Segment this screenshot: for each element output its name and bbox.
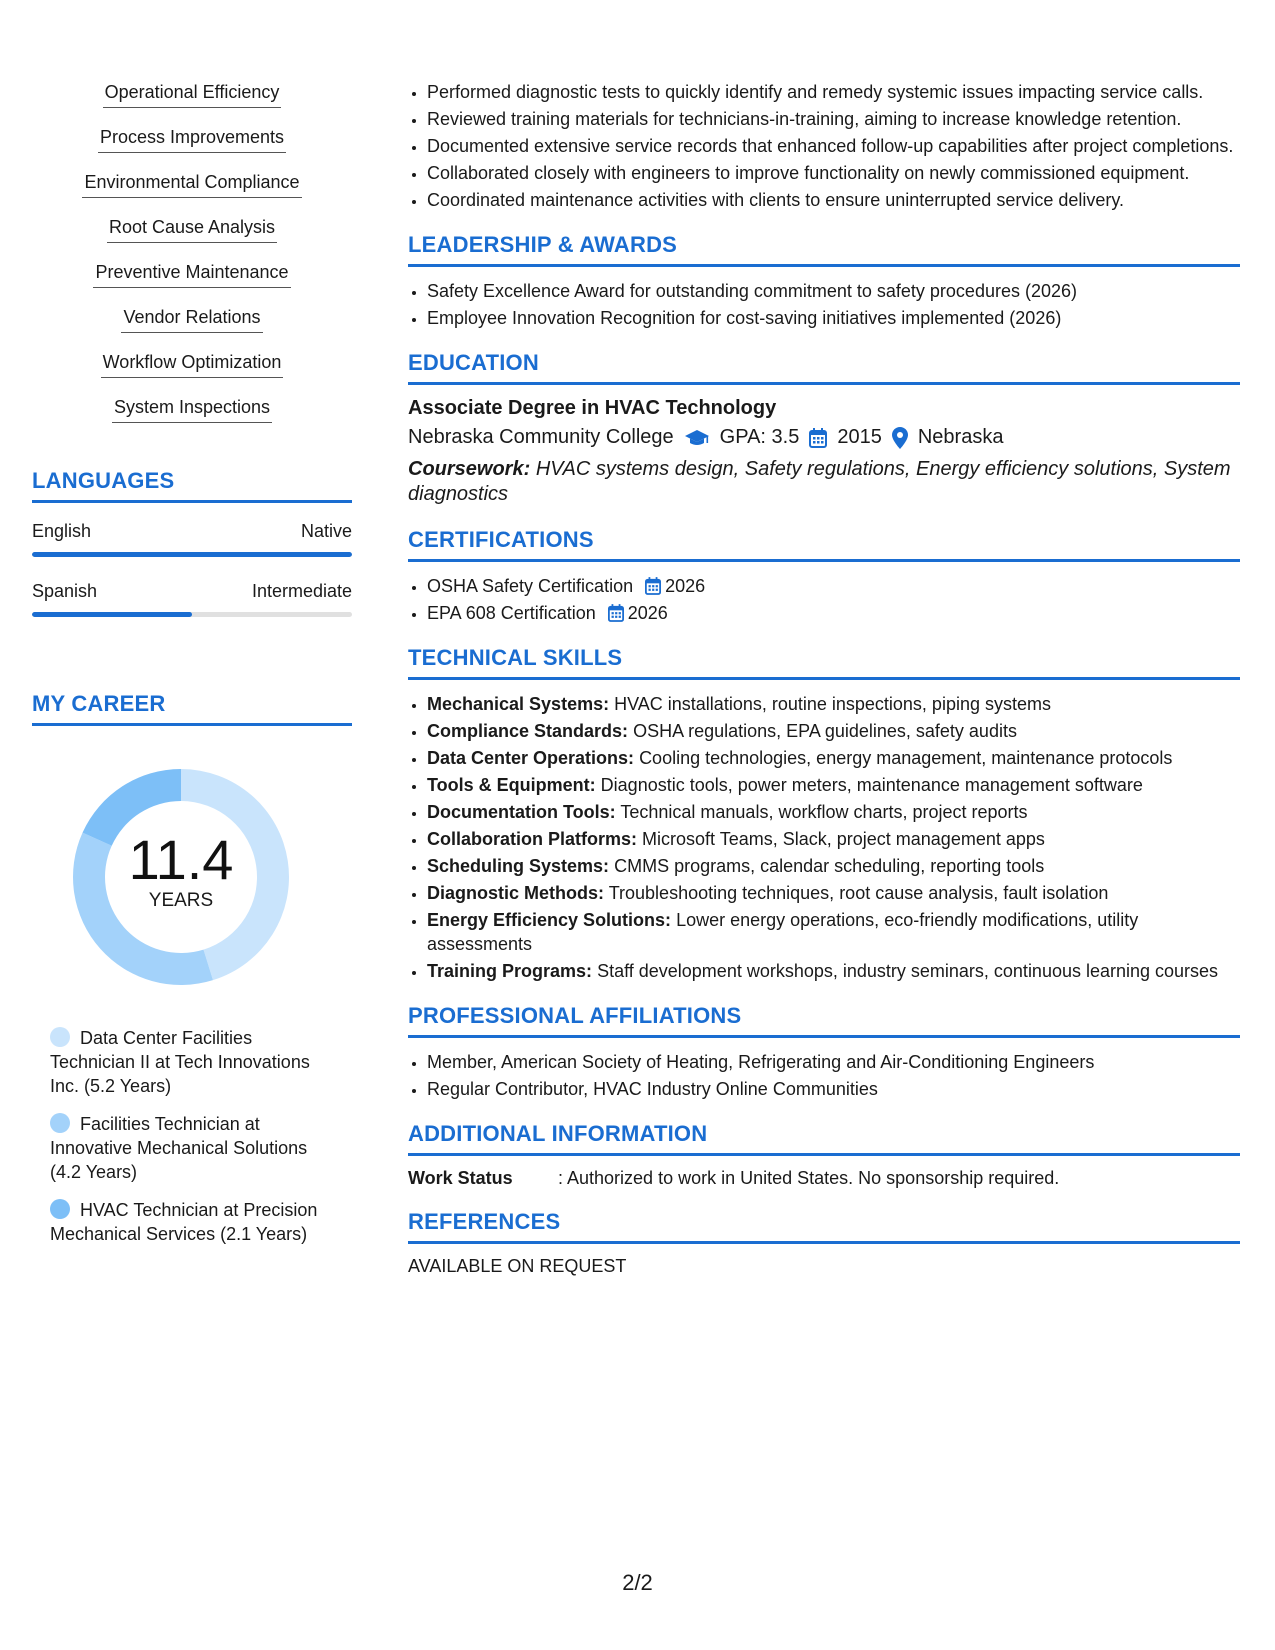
legend-dot [50, 1027, 70, 1047]
additional-info-section [408, 1121, 1240, 1189]
language-item [32, 521, 352, 557]
affiliations-section [408, 1003, 1240, 1101]
graduation-year: 2015 [837, 426, 882, 448]
technical-skill-item: • Mechanical Systems: HVAC installations, routine inspections, piping systems [427, 692, 1240, 716]
experience-bullets [408, 80, 1240, 212]
skill-item: Root Cause Analysis [32, 215, 352, 244]
career-legend [50, 1026, 330, 1246]
language-level-fill [32, 612, 192, 617]
affiliation-item: • Regular Contributor, HVAC Industry Online Communities [427, 1077, 1240, 1101]
technical-skill-item: • Scheduling Systems: CMMS programs, calendar scheduling, reporting tools [427, 854, 1240, 878]
education-details [408, 426, 1240, 449]
technical-skill-item: • Training Programs: Staff development workshops, industry seminars, continuous learning courses [427, 959, 1240, 983]
education-section [408, 350, 1240, 507]
career-legend-item: HVAC Technician at Precision Mechanical Services (2.1 Years) [50, 1200, 318, 1244]
technical-skill-item: • Data Center Operations: Cooling technologies, energy management, maintenance protocols [427, 746, 1240, 770]
degree-title: Associate Degree in HVAC Technology [408, 397, 777, 419]
skill-item: Environmental Compliance [32, 170, 352, 199]
languages-section [32, 468, 352, 617]
affiliations-title: PROFESSIONAL AFFILIATIONS [408, 1003, 1240, 1038]
experience-bullet: • Documented extensive service records that enhanced follow-up capabilities after project completions. [427, 134, 1240, 158]
affiliation-item: • Member, American Society of Heating, Refrigerating and Air-Conditioning Engineers [427, 1050, 1240, 1074]
language-item [32, 581, 352, 617]
career-unit: YEARS [148, 890, 214, 911]
location-pin-icon [892, 427, 908, 449]
award-item: • Employee Innovation Recognition for cost-saving initiatives implemented (2026) [427, 306, 1240, 330]
skill-item: Process Improvements [32, 125, 352, 154]
leadership-section [408, 232, 1240, 330]
language-name: English [32, 521, 92, 541]
certifications-section [408, 527, 1240, 625]
additional-info-title: ADDITIONAL INFORMATION [408, 1121, 1240, 1156]
experience-bullet: • Coordinated maintenance activities with clients to ensure uninterrupted service delivery. [427, 188, 1240, 212]
certification-name: • EPA 608 Certification [427, 603, 596, 623]
technical-skill-item: • Tools & Equipment: Diagnostic tools, power meters, maintenance management software [427, 773, 1240, 797]
language-name: Spanish [32, 581, 98, 601]
career-section [32, 691, 352, 1246]
technical-skill-item: • Collaboration Platforms: Microsoft Teams, Slack, project management apps [427, 827, 1240, 851]
technical-skill-item: • Compliance Standards: OSHA regulations, EPA guidelines, safety audits [427, 719, 1240, 743]
page-number: 2/2 [622, 1570, 653, 1595]
language-level-bar [32, 552, 352, 557]
certification-item [427, 574, 1240, 598]
education-location: Nebraska [917, 426, 1004, 448]
work-status-label: Work Status [408, 1168, 513, 1188]
calendar-icon [608, 604, 624, 622]
coursework-text: HVAC systems design, Safety regulations, Energy efficiency solutions, System diagnostics [408, 458, 1231, 505]
skill-item: Preventive Maintenance [32, 260, 352, 289]
leadership-title: LEADERSHIP & AWARDS [408, 232, 1240, 267]
graduation-cap-icon [684, 428, 710, 448]
technical-skills-section [408, 645, 1240, 983]
career-total: 11.4 [128, 828, 234, 891]
calendar-icon [645, 577, 661, 595]
work-status-value: : Authorized to work in United States. No sponsorship required. [558, 1168, 1060, 1188]
skill-item: Vendor Relations [32, 305, 352, 334]
certification-year: 2026 [627, 603, 668, 623]
language-level: Intermediate [251, 581, 352, 601]
calendar-icon [809, 428, 827, 448]
work-status-row [408, 1168, 1240, 1189]
experience-bullet: • Reviewed training materials for technicians-in-training, aiming to increase knowledge retention. [427, 107, 1240, 131]
school-name: Nebraska Community College [408, 426, 674, 448]
career-legend-item: Data Center Facilities Technician II at Tech Innovations Inc. (5.2 Years) [50, 1028, 310, 1096]
skills-list [32, 80, 352, 424]
coursework-label: Coursework: [408, 458, 531, 480]
certification-name: • OSHA Safety Certification [427, 576, 634, 596]
gpa: GPA: 3.5 [719, 426, 800, 448]
language-level-bar [32, 612, 352, 617]
career-title: MY CAREER [32, 691, 352, 726]
technical-skill-item: • Documentation Tools: Technical manuals, workflow charts, project reports [427, 800, 1240, 824]
certification-item [427, 601, 1240, 625]
experience-bullet: • Collaborated closely with engineers to improve functionality on newly commissioned equipment. [427, 161, 1240, 185]
legend-dot [50, 1113, 70, 1133]
certification-year: 2026 [665, 576, 706, 596]
skill-item: System Inspections [32, 395, 352, 424]
technical-skill-item: • Diagnostic Methods: Troubleshooting techniques, root cause analysis, fault isolation [427, 881, 1240, 905]
skill-item: Operational Efficiency [32, 80, 352, 109]
technical-skill-item: • Energy Efficiency Solutions: Lower energy operations, eco-friendly modifications, utility assessments [427, 908, 1240, 956]
career-donut-chart [66, 762, 296, 992]
career-legend-item: Facilities Technician at Innovative Mechanical Solutions (4.2 Years) [50, 1114, 308, 1182]
coursework [408, 457, 1240, 507]
education-title: EDUCATION [408, 350, 1240, 385]
technical-skills-title: TECHNICAL SKILLS [408, 645, 1240, 680]
sidebar [32, 80, 352, 1260]
references-title: REFERENCES [408, 1209, 1240, 1244]
language-level: Native [300, 521, 352, 541]
certifications-title: CERTIFICATIONS [408, 527, 1240, 562]
language-level-fill [32, 552, 352, 557]
references-section [408, 1209, 1240, 1277]
legend-dot [50, 1199, 70, 1219]
main-content [408, 80, 1240, 1277]
skill-item: Workflow Optimization [32, 350, 352, 379]
award-item: • Safety Excellence Award for outstanding commitment to safety procedures (2026) [427, 279, 1240, 303]
experience-bullet: • Performed diagnostic tests to quickly identify and remedy systemic issues impacting service calls. [427, 80, 1240, 104]
languages-title: LANGUAGES [32, 468, 352, 503]
references-text: AVAILABLE ON REQUEST [408, 1256, 627, 1276]
